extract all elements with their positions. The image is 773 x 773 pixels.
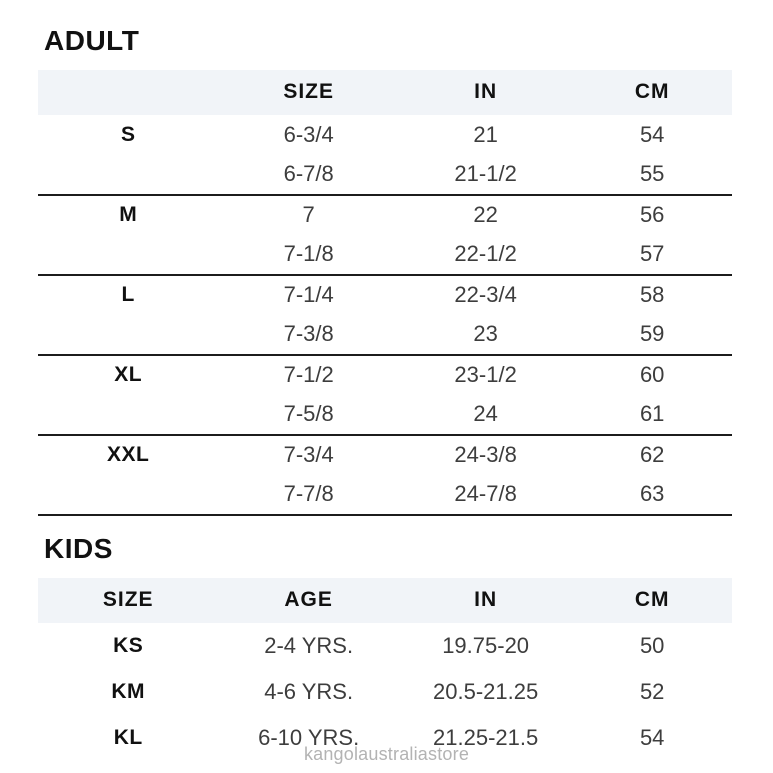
- column-header-blank: [38, 70, 218, 115]
- cell-cm: 55: [639, 161, 665, 187]
- cell-label: KM: [111, 679, 146, 703]
- column-header-size: SIZE: [283, 80, 334, 104]
- cell-size: 7-1/8: [283, 241, 334, 267]
- adult-section-title: ADULT: [44, 25, 140, 56]
- cell-size: 7: [218, 195, 398, 235]
- cell-size: 7-3/4: [218, 435, 398, 475]
- cell-cm: 59: [639, 321, 665, 347]
- kids-table-body: [38, 623, 732, 761]
- kids-section-title: KIDS: [44, 532, 113, 564]
- adult-row: [38, 115, 732, 155]
- cell-label: M: [38, 195, 218, 235]
- adult-row: [38, 275, 732, 315]
- adult-row: [38, 235, 732, 275]
- column-header-size: SIZE: [102, 588, 154, 612]
- store-watermark: kangolaustraliastore: [303, 744, 470, 764]
- cell-age: 2-4 YRS.: [264, 632, 354, 658]
- cell-cm: 54: [639, 724, 665, 750]
- adult-size-table: [38, 70, 732, 516]
- cell-in: 21.25-21.5: [433, 724, 539, 750]
- cell-cm: 58: [572, 275, 732, 315]
- cell-label: [38, 475, 218, 515]
- adult-table-body: [38, 115, 732, 515]
- cell-in: 23: [473, 321, 498, 347]
- cell-label: L: [38, 275, 218, 315]
- cell-size: 6-7/8: [283, 161, 334, 187]
- adult-row: [38, 195, 732, 235]
- adult-table-header: [38, 70, 732, 115]
- cell-label: KS: [113, 633, 144, 657]
- adult-row: [38, 355, 732, 395]
- column-header-cm: CM: [634, 588, 670, 612]
- cell-in: 19.75-20: [442, 632, 530, 658]
- kids-table-header: [38, 578, 732, 623]
- kids-row: [38, 623, 732, 669]
- cell-in: 24-7/8: [399, 475, 573, 515]
- cell-size: 7-5/8: [283, 401, 334, 427]
- column-header-age: AGE: [284, 588, 333, 612]
- kids-size-table: [38, 578, 732, 761]
- column-header-in: IN: [474, 588, 498, 612]
- cell-in: 22-3/4: [399, 275, 573, 315]
- column-header-in: IN: [474, 80, 498, 104]
- cell-label: S: [120, 122, 136, 146]
- column-header-cm: CM: [634, 80, 670, 104]
- cell-size: 7-3/8: [283, 321, 334, 347]
- cell-in: 23-1/2: [399, 355, 573, 395]
- cell-label: [38, 315, 218, 355]
- adult-row: [38, 435, 732, 475]
- cell-in: 21: [473, 121, 498, 147]
- cell-in: 22: [399, 195, 573, 235]
- cell-in: 20.5-21.25: [433, 678, 539, 704]
- cell-cm: 61: [639, 401, 665, 427]
- cell-label: [38, 155, 218, 195]
- cell-cm: 50: [639, 632, 665, 658]
- cell-in: 21-1/2: [454, 161, 517, 187]
- cell-size: 7-1/4: [218, 275, 398, 315]
- cell-in: 24: [473, 401, 498, 427]
- cell-in: 22-1/2: [454, 241, 517, 267]
- cell-size: 7-7/8: [218, 475, 398, 515]
- adult-row: [38, 155, 732, 195]
- cell-label: KL: [113, 725, 143, 749]
- cell-label: [38, 235, 218, 275]
- adult-row: [38, 315, 732, 355]
- cell-cm: 57: [639, 241, 665, 267]
- cell-size: 7-1/2: [218, 355, 398, 395]
- cell-cm: 52: [639, 678, 665, 704]
- cell-in: 24-3/8: [399, 435, 573, 475]
- kids-row: [38, 669, 732, 715]
- adult-row: [38, 475, 732, 515]
- cell-age: 4-6 YRS.: [264, 678, 354, 704]
- adult-row: [38, 395, 732, 435]
- cell-cm: 54: [639, 121, 665, 147]
- cell-cm: 62: [572, 435, 732, 475]
- cell-size: 6-3/4: [283, 121, 334, 147]
- cell-age: 6-10 YRS.: [258, 724, 360, 750]
- cell-cm: 60: [572, 355, 732, 395]
- cell-cm: 63: [572, 475, 732, 515]
- cell-label: XL: [38, 355, 218, 395]
- cell-cm: 56: [572, 195, 732, 235]
- cell-label: [38, 395, 218, 435]
- cell-label: XXL: [38, 435, 218, 475]
